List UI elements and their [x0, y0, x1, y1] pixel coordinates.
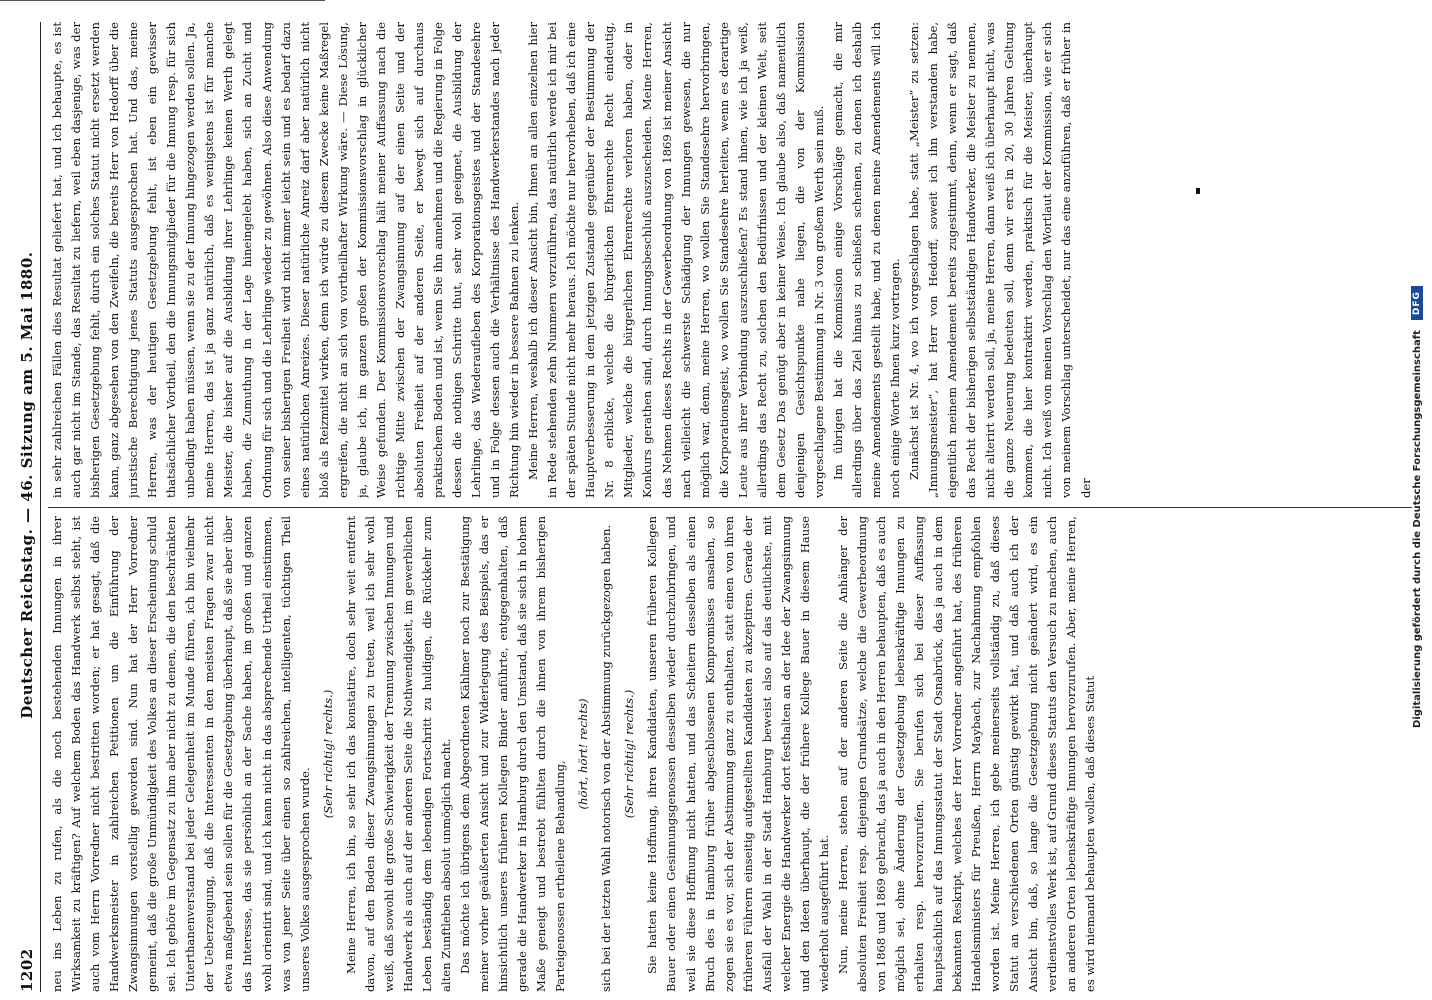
paragraph: Zunächst ist Nr. 4, wo ich vorgeschlagen habe, statt „Meister“ zu setzen: „Innungsmeister“, hat Herr von Hedorff, soweit ich ihn verstanden habe, eigentlich meinem Amendement bereits zugestimmt, denn, wenn er sagt, daß das Recht der bisherigen selbstständigen Handwerker, die Meister zu nennen, nicht alterirt werden soll, ja, meine Herren, dann weiß ich überhaupt nicht, was die ganze Neuerung bedeuten soll, denn wir erst in 20, 30 Jahren Geltung kommen, die hier kontraktirt werden, praktisch für die Meister, überhaupt nicht. Ich weiß von meinen Vorschlag den Wortlaut der Kommission, wie er sich von meinem Vorschlag unterscheidet, nur das eine anzuführen, daß er früher in der	[907, 22, 1093, 498]
paragraph: in sehr zahlreichen Fällen dies Resultat geliefert hat, und ich behaupte, es ist auch gar nicht im Stande, das Resultat zu liefern, weil eben dasjenige, was der bisherigen Gesetzgebung fehlt, durch ein solches Statut nicht ersetzt werden kann, ganz abgesehen von den Zweifeln, die bereits Herr von Hedorff über die juristische Berechtigung jenes Statuts ausgesprochen hat. Und das, meine Herren, was der heutigen Gesetzgebung fehlt, ist eben ein gewisser thatsächlicher Vortheil, den die Innungsmitglieder für die Innung resp. für sich unbedingt haben müssen, wenn sie zu der Innung hingezogen werden sollen. Ja, meine Herren, das ist ja ganz natürlich, daß es wenigstens ist für manche Meister, die bisher auf die Ausbildung ihrer Lehrlinge keinen Werth gelegt haben, die Zumuthung in der Lage hineingelebt haben, sich an Zucht und Ordnung für sich und die Lehrlinge wieder zu gewöhnen. Also diese Anwendung von seiner bisherigen Freiheit wird nicht immer leicht sein und es bedarf dazu eines natürlichen Anreizes. Dieser natürliche Anreiz darf aber natürlich nicht bloß als Reizmittel wirken, denn ich würde zu diesem Zwecke keine Maßregel ergreifen, die nicht an sich von vortheilhafter Wirkung wäre. — Diese Lösung, ja, glaube ich, im ganzen großen der Kommissionsvorschlag in glücklicher Weise gefunden. Der Kommissionsvorschlag hält meiner Auffassung nach die richtige Mitte zwischen der Zwangsinnung auf der einen Seite und der absoluten Freiheit auf der anderen Seite, er bewegt sich auf durchaus praktischem Boden und ist, wenn Sie ihn annehmen und die Regierung in Folge dessen die nothigen Schritte thut, sehr wohl geeignet, die Ausbildung der Lehrlinge, das Wiederaufleben des Korporationsgeistes und der Standesehre und in Folge dessen auch die Verhältnisse des Handwerkerstandes nach jeder Richtung hin wieder in bessere Bahnen zu lenken.	[50, 22, 522, 498]
credit-text: Digitalisierung gefördert durch die Deutsche Forschungsgemeinschaft	[1411, 330, 1423, 728]
column-divider	[48, 507, 1412, 508]
right-column	[48, 22, 1412, 498]
digitization-credit	[1408, 22, 1426, 992]
paragraph: sich bei der letzten Wahl notorisch von der Abstimmung zurückgezogen haben.	[599, 524, 614, 992]
paragraph: Meine Herren, weshalb ich dieser Ansicht bin, Ihnen an allen einzelnen hier in Rede stehenden zehn Nummern vorzuführen, das natürlich werde ich mir bei der späten Stunde nicht mehr heraus. Ich möchte nur hervorheben, daß ich eine Hauptverbesserung in dem jetzigen Zustande gegenüber der Bestimmung der Nr. 8 erblicke, welche die bürgerlichen Ehrenrechte Recht eindeutig, Mitglieder, welche die bürgerlichen Ehrenrechte verloren haben, oder in Konkurs gerathen sind, durch Innungsbeschluß auszuscheiden. Meine Herren, das Nehmen dieses Rechts in der Gewerbeordnung von 1869 ist meiner Ansicht nach vielleicht die schwerste Schädigung der Innungen gewesen, die nur möglich war, denn, meine Herren, wo wollen Sie Standesehre hervorbringen, die Korporationsgeist, wo wollen Sie Standesehre herleiten, wenn es derartige Leute aus ihrer Verbindung auszuschließen? Es stand ihnen, wie ich ja weiß, allerdings das Recht zu, solchen den Bedürfnissen und der kleinen Welt, seit dem Gesetz Das genügt aber in keiner Weise. Ich glaube also, daß namentlich denjenigen Gesichtspunkte nahe liegen, die von der Kommission vorgeschlagene Bestimmung in Nr. 3 von großem Werth sein muß.	[526, 22, 826, 498]
interjection: (Sehr richtig! rechts.)	[622, 689, 637, 819]
paragraph: Im übrigen hat die Kommission einige Vorschläge gemacht, die mir allerdings über das Ziel hinaus zu schießen scheinen, zu denen ich deshalb meine Amendements gestellt habe, und zu denen meine Amendements will ich noch einige Worte Ihnen kurz vortragen.	[830, 22, 903, 498]
interjection: (Sehr richtig! rechts.)	[320, 689, 335, 819]
page-number: 1202	[18, 948, 36, 992]
page-header	[14, 22, 41, 992]
paragraph: Meine Herren, ich bin, so sehr ich das konstatire, doch sehr weit entfernt davon, auf den Boden dieser Zwangsinnungen zu treten, weil ich sehr wohl weiß, daß sowohl die große Schwierigkeit der Trennung zwischen Innungen und Handwerk als auch auf der anderen Seite die Nothwendigkeit, im gewerblichen Leben beständig dem lebendigen Fortschritt zu huldigen, die Rückkehr zum alten Zunftleben absolut unmöglich macht.	[343, 516, 453, 992]
paragraph: Sie hatten keine Hoffnung, ihren Kandidaten, unseren früheren Kollegen Bauer oder einen Gesinnungsgenossen desselben wieder durchzubringen, und weil sie diese Hoffnung nicht hatten, und das Scheitern desselben als einen Bruch des in Hamburg früher abgeschlossenen Kompromisses ansahen, so zogen sie es vor, sich der Abstimmung ganz zu enthalten, statt einen von ihren früheren Führern einseitig aufgestellten Kandidaten zu akzeptiren. Gerade der Ausfall der Wahl in der Stadt Hamburg beweist also auf das deutlichste, mit welcher Energie die Handwerker dort festhalten an der Idee der Zwangsinnung und den Ideen überhaupt, die der frühere Kollege Bauer in diesem Hause wiederholt ausgeführt hat.	[645, 516, 831, 992]
rotated-newspaper-page	[14, 22, 1412, 992]
dfg-logo: DFG	[1411, 286, 1423, 320]
paragraph: Nun, meine Herren, stehen auf der anderen Seite die Anhänger der absoluten Freiheit resp. diejenigen Grundsätze, welche die Gewerbeordnung von 1868 und 1869 gebracht, das ja auch in den Herren behaupten, daß es auch möglich sei, ohne Änderung der Gesetzgebung lebenskräftige Innungen zu erhalten resp. hervorzurufen. Sie berufen sich bei dieser Auffassung hauptsächlich auf das Innungsstatut der Stadt Osnabrück, das ja auch in dem bekannten Reskript, welches der Herr Vorredner angeführt hat, des früheren Handelsministers für Preußen, Herrn Maybach, zur Nachahmung empfohlen worden ist. Meine Herren, ich gebe meinerseits vollständig zu, daß dieses Statut an verschiedenen Orten günstig gewirkt hat, und daß auch ich der Ansicht bin, daß, so lange die Gesetzgebung nicht geändert wird, es ein verdienstvolles Werk ist, auf Grund dieses Statuts den Versuch zu machen, auch an anderen Orten lebenskräftige Innungen hervorzurufen. Aber, meine Herren, es wird niemand behaupten wollen, daß dieses Statut	[835, 516, 1098, 992]
left-column	[48, 516, 1412, 992]
text-columns	[48, 22, 1412, 992]
running-title: Deutscher Reichstag. — 46. Sitzung am 5. Mai 1880.	[18, 251, 36, 719]
top-rule	[0, 0, 325, 1]
paragraph: Das möchte ich übrigens dem Abgeordneten Kählmer noch zur Bestätigung meiner vorher geäußerten Ansicht und zur Widerlegung des Beispiels, das er hinsichtlich unseres früheren Kollegen Binder anführte, entgegenhalten, daß gerade die Handwerker in Hamburg durch den Umstand, daß sie sich in hohem Maße geneigt und bestrebt fühlten durch die ihnen von ihrem bisherigen Parteigenossen ertheilene Behandlung,	[457, 516, 568, 992]
paragraph: neu ins Leben zu rufen, als die noch bestehenden Innungen in ihrer Wirksamkeit zu kräftigen? Auf welchem Boden das Handwerk selbst steht, ist auch vom Herrn Vorredner nicht bestritten worden; er hat gesagt, daß die Handwerksmeister in zahlreichen Petitionen um die Einführung der Zwangsinnungen vorstellig geworden sind. Nun hat der Herr Vorredner gemeint, daß die große Unmündigkeit des Volkes an dieser Erscheinung schuld sei. Ich gehöre im Gegensatz zu ihm aber nicht zu denen, die den beschränkten Unterthanenverstand bei jeder Gelegenheit im Munde führen, ich bin vielmehr der Ueberzeugung, daß die Interessenten in den meisten Fragen zwar nicht etwa maßgebend sein sollen für die Gesetzgebung überhaupt, daß sie aber über das Interesse, das sie persönlich an der Sache haben, im großen und ganzen wohl orientirt sind, und ich kann nicht in das absprechende Urtheil einstimmen, was von jener Seite über einen so zahlreichen, intelligenten, tüchtigen Theil unseres Volkes ausgesprochen wurde.	[50, 516, 312, 992]
interjection: (hört, hört! rechts)	[576, 698, 591, 810]
